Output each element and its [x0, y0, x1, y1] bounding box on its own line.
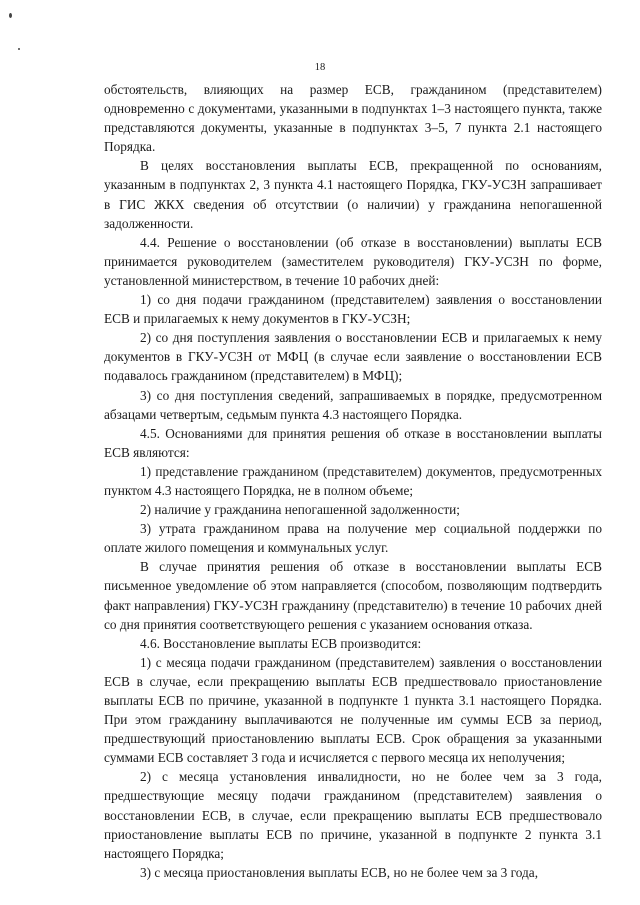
paragraph-refusal-notice: В случае принятия решения об отказе в восстановлении выплаты ЕСВ письменное уведомление об этом направляется (способом, позволяющим подтвердить факт направления) ГКУ-УСЗН гражданину (представителю) в течение 10 рабочих дней со дня принятия соответствующего решения с указанием основания отказа.: [104, 559, 602, 632]
list-item: 2) наличие у гражданина непогашенной задолженности;: [140, 502, 460, 518]
list-item: 3) с месяца приостановления выплаты ЕСВ, но не более чем за 3 года,: [140, 864, 539, 880]
list-item: 3) со дня поступления сведений, запрашиваемых в порядке, предусмотренном абзацами четвертым, седьмым пункта 4.3 настоящего Порядка.: [104, 387, 602, 422]
paragraph-continuation: обстоятельств, влияющих на размер ЕСВ, гражданином (представителем) одновременно с документами, указанными в подпунктах 1–3 настоящего пункта, также представляются документы, указанные в подпунктах 3–5, 7 пункта 2.1 настоящего Порядка.: [104, 82, 602, 155]
list-item: 2) со дня поступления заявления о восстановлении ЕСВ и прилагаемых к нему документов в ГКУ-УСЗН от МФЦ (в случае если заявление о восстановлении ЕСВ подавалось гражданином (представителем) в МФЦ);: [104, 330, 602, 384]
scan-speck: [18, 48, 20, 50]
section-4-4: 4.4. Решение о восстановлении (об отказе в восстановлении) выплаты ЕСВ принимается руководителем (заместителем руководителя) ГКУ-УСЗН по форме, установленной министерством, в течение 10 рабочих дней:: [104, 234, 602, 288]
paragraph-restoration-request: В целях восстановления выплаты ЕСВ, прекращенной по основаниям, указанным в подпунктах 2, 3 пункта 4.1 настоящего Порядка, ГКУ-УСЗН запрашивает в ГИС ЖКХ сведения об отсутствии (о наличии) у гражданина непогашенной задолженности.: [104, 158, 602, 231]
section-4-5: 4.5. Основаниями для принятия решения об отказе в восстановлении выплаты ЕСВ являются:: [104, 425, 602, 460]
list-item: 2) с месяца установления инвалидности, но не более чем за 3 года, предшествующие месяцу подачи гражданином (представителем) заявления о восстановлении ЕСВ, в случае, если прекращению выплаты ЕСВ предшествовало приостановление выплаты ЕСВ по причине, указанной в подпункте 2 пункта 3.1 настоящего Порядка;: [104, 769, 602, 861]
scan-speck: [9, 13, 12, 18]
page-number: 18: [314, 62, 326, 73]
list-item: 1) с месяца подачи гражданином (представителем) заявления о восстановлении ЕСВ в случае, если прекращению выплаты ЕСВ предшествовало приостановление выплаты ЕСВ по причине, указанной в подпункте 1 пункта 3.1 настоящего Порядка. При этом гражданину выплачиваются не полученные им суммы ЕСВ за период, предшествующий приостановлению выплаты ЕСВ. Срок обращения за указанными суммами ЕСВ составляет 3 года и исчисляется с первого месяца их неполучения;: [104, 654, 602, 766]
list-item: 3) утрата гражданином права на получение мер социальной поддержки по оплате жилого помещения и коммунальных услуг.: [104, 521, 602, 556]
list-item: 1) со дня подачи гражданином (представителем) заявления о восстановлении ЕСВ и прилагаемых к нему документов в ГКУ-УСЗН;: [104, 292, 602, 327]
section-4-6: 4.6. Восстановление выплаты ЕСВ производится:: [140, 635, 422, 651]
document-body: [104, 80, 602, 882]
list-item: 1) представление гражданином (представителем) документов, предусмотренных пунктом 4.3 настоящего Порядка, не в полном объеме;: [104, 463, 602, 498]
